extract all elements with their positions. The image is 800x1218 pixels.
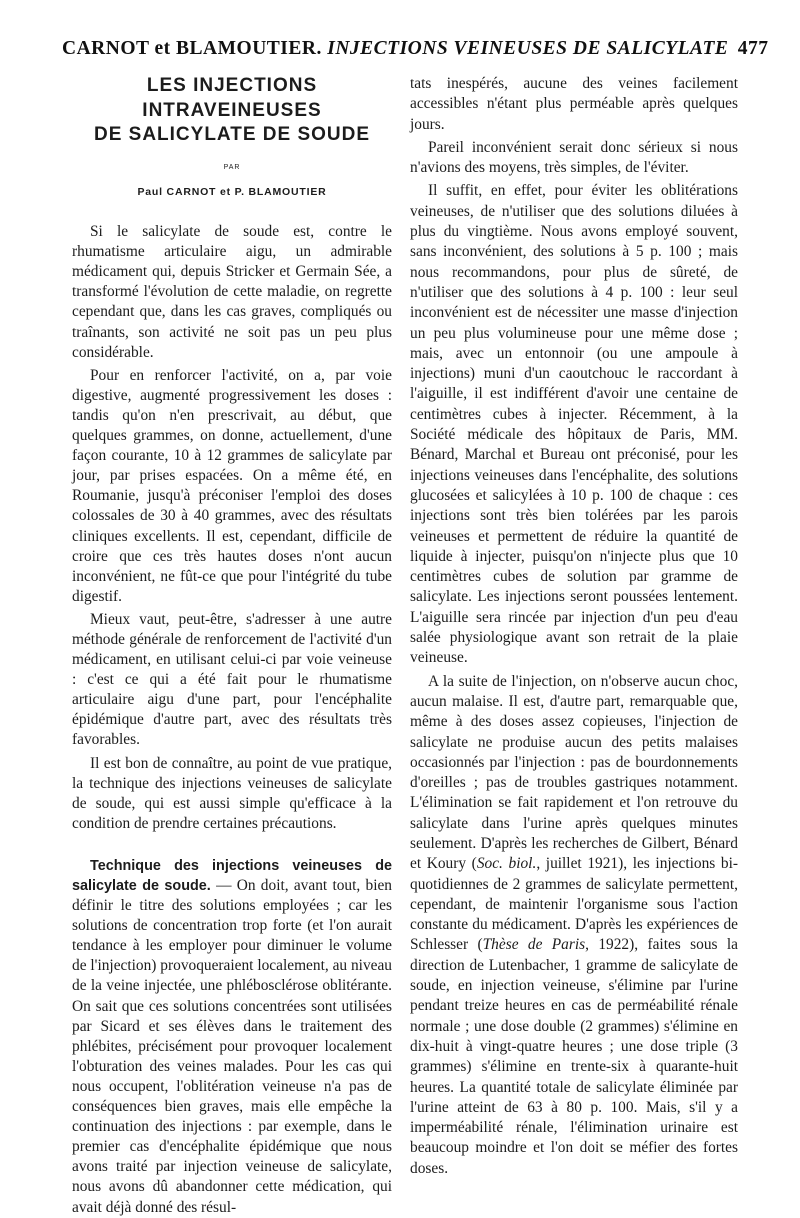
citation-these: Thèse de Paris xyxy=(482,936,586,954)
paragraph-text: , juillet 1921), les injections bi-quotidiennes de 2 grammes de salicylate permettent, cependant, de maintenir l'organisme sous l'action constante du médicament. D'après les expériences de Schlesser ( xyxy=(410,855,738,954)
technique-paragraph xyxy=(72,856,392,1218)
page-number: 477 xyxy=(737,38,769,59)
running-head-authors: CARNOT et BLAMOUTIER. xyxy=(62,38,322,59)
article-title-line: DE SALICYLATE DE SOUDE xyxy=(93,124,371,145)
byline-par: PAR xyxy=(223,163,241,171)
section-body: — On doit, avant tout, bien définir le titre des solutions employées ; car les solutions de concentration trop forte (et l'on aurait tendance à les employer pour diminuer le volume de l'injection) provoqueraient localement, au niveau de la veine injectée, une phlébosclérose oblitérante. On sait que ces solutions concentrées sont utilisées par Sicard et ses élèves dans le traitement des phlébites, précisément pour provoquer localement l'obturation des veines malades. Pour les cas qui nous occupent, l'oblitération veineuse n'a pas de conséquences bien graves, mais elle empêche la continuation des injections : par exemple, dans le premier cas d'encéphalite épidémique que nous avons traité par injection veineuse de salicylate, nous avons dû abandonner cette médication, qui avait déjà donné des résul- xyxy=(72,877,392,1216)
paragraph: Pour en renforcer l'activité, on a, par voie digestive, augmenté progressivement les doses : tandis qu'on n'en prescrivait, au début, que quelques grammes, on donne, actuellement, d'une façon courante, 10 à 12 grammes de salicylate par jour, par prises espacées. On a même été, en Roumanie, jusqu'à préconiser l'emploi des doses colossales de 30 à 40 grammes, avec des résultats cliniques excellents. Il est, cependant, difficile de croire que ces très hautes doses n'ont aucun inconvénient, ne fût-ce que pour l'intégrité du tube digestif. xyxy=(72,366,392,605)
elimination-paragraph xyxy=(410,672,738,1179)
left-column xyxy=(72,74,392,1218)
article-title-line: INTRAVEINEUSES xyxy=(142,99,322,121)
byline-authors: Paul CARNOT et P. BLAMOUTIER xyxy=(137,185,327,198)
paragraph-continued: tats inespérés, aucune des veines facilement accessibles n'étant plus perméable après quelques jours. xyxy=(410,75,738,133)
running-head xyxy=(62,38,769,60)
citation-soc-biol: Soc. biol. xyxy=(476,855,537,873)
paragraph: Il suffit, en effet, pour éviter les oblitérations veineuses, de n'utiliser que des solutions diluées à plus du vingtième. Nous avons employé souvent, sans inconvénient, des solutions à 5 p. 100 ; mais nous recommandons, pour plus de sûreté, de n'utiliser que des solutions à 4 p. 100 : leur seul inconvénient est de nécessiter une masse d'injection un peu plus volumineuse pour une même dose ; mais, avec un entonnoir (ou une ampoule à injections) muni d'un caoutchouc le raccordant à l'aiguille, il est indifférent d'avoir une centaine de centimètres cubes à injecter. Récemment, à la Société médicale des hôpitaux de Paris, MM. Bénard, Marchal et Bureau ont préconisé, pour les injections veineuses dans l'encéphalite, des solutions glucosées et salicylées à 10 p. 100 de chaque : ces injections sont très bien tolérées par les parois veineuses et permettent de réduire la quantité de liquide à injecter, puisqu'on n'injecte plus que 10 centimètres cubes de solution par gramme de salicylate. Les injections seront poussées lentement. L'aiguille sera rincée par injection d'un peu d'eau salée physiologique avant son retrait de la plaie veineuse. xyxy=(410,182,738,667)
paragraph: Mieux vaut, peut-être, s'adresser à une autre méthode générale de renforcement de l'activité d'un médicament, en utilisant celui-ci par voie veineuse : c'est ce qui a été fait pour le rhumatisme articulaire aigu d'une part, pour l'encéphalite épidémique d'autre part, avec des résultats très favorables. xyxy=(72,610,392,749)
paragraph-text: A la suite de l'injection, on n'observe aucun choc, aucun malaise. Il est, d'autre part, remarquable que, même à des doses assez copieuses, l'injection de salicylate ne produise aucun des petits malaises occasionnés par l'injection : pas de bourdonnements d'oreilles ; pas de troubles gastriques notamment. L'élimination se fait rapidement et l'on retrouve du salicylate dans l'urine après quelques minutes seulement. D'après les recherches de Gilbert, Bénard et Koury ( xyxy=(410,672,738,873)
section-heading: Technique des injections veineuses de salicylate de soude. xyxy=(72,857,392,894)
paragraph: Si le salicylate de soude est, contre le rhumatisme articulaire aigu, un admirable médicament qui, depuis Stricker et Germain Sée, a transformé l'évolution de cette maladie, on regrette cependant que, dans les cas graves, compliqués ou traînants, son activité ne soit pas un peu plus considérable. xyxy=(72,223,392,361)
paragraph: Pareil inconvénient serait donc sérieux si nous n'avions des moyens, très simples, de l'éviter. xyxy=(410,138,738,177)
right-column xyxy=(410,74,738,1179)
running-head-title: INJECTIONS VEINEUSES DE SALICYLATE xyxy=(327,38,729,59)
paragraph-text: , 1922), faites sous la direction de Lutenbacher, 1 gramme de salicylate de soude, en injection veineuse, s'élimine par l'urine pendant treize heures en cas de perméabilité rénale normale ; une dose double (2 grammes) s'élimine en dix-huit à vingt-quatre heures ; une dose triple (3 grammes) s'élimine en trente-six à quarante-huit heures. La quantité totale de salicylate éliminée par l'urine atteint de 63 à 80 p. 100. Mais, s'il y a imperméabilité rénale, l'élimination urinaire est beaucoup moindre et l'on doit se méfier des fortes doses. xyxy=(410,936,738,1177)
paragraph: Il est bon de connaître, au point de vue pratique, la technique des injections veineuses de salicylate de soude, qui est aussi simple qu'efficace à la condition de prendre certaines précautions. xyxy=(72,754,392,832)
article-title-line: LES INJECTIONS xyxy=(146,75,318,96)
article-title xyxy=(72,74,392,148)
